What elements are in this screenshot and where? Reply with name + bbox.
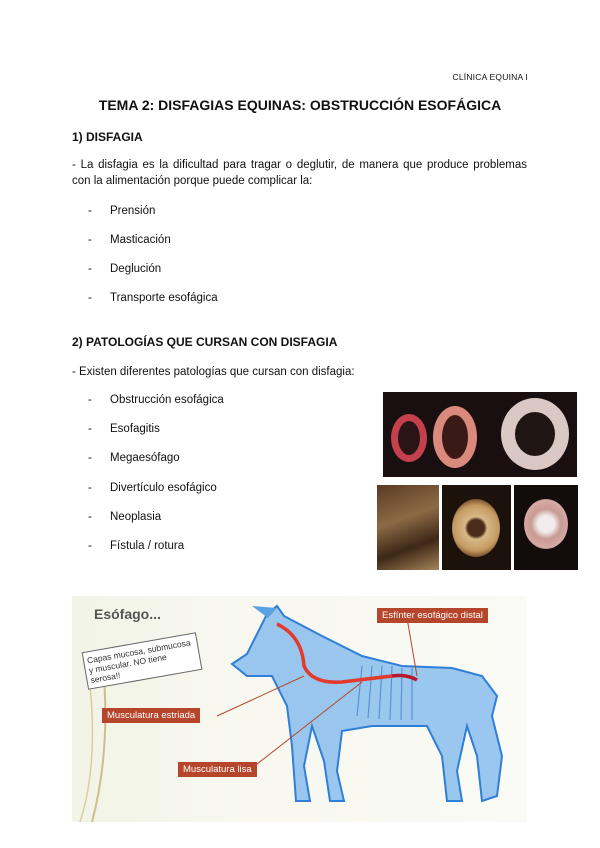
list-item: - Transporte esofágica xyxy=(88,292,218,304)
label-smooth-muscle: Musculatura lisa xyxy=(178,762,257,777)
course-header: CLÍNICA EQUINA I xyxy=(452,72,528,82)
diagram-title: Esófago... xyxy=(94,606,161,622)
label-distal-sphincter: Esfínter esofágico distal xyxy=(377,608,488,623)
list-item: - Fístula / rotura xyxy=(88,540,185,552)
esophagus-dissection-photo xyxy=(377,485,439,570)
label-striated-muscle: Musculatura estriada xyxy=(102,708,200,723)
section2-heading: 2) PATOLOGÍAS QUE CURSAN CON DISFAGIA xyxy=(72,335,338,349)
list-item: - Obstrucción esofágica xyxy=(88,394,224,406)
list-item: - Neoplasia xyxy=(88,511,162,523)
esophagus-lumen-photo xyxy=(514,485,578,570)
list-item: - Prensión xyxy=(88,205,156,217)
diagram-note: Capas mucosa, submucosa y muscular. NO tiene serosa!! xyxy=(82,632,203,690)
list-item: - Masticación xyxy=(88,234,171,246)
list-item: - Divertículo esofágico xyxy=(88,482,217,494)
page-title: TEMA 2: DISFAGIAS EQUINAS: OBSTRUCCIÓN ESOFÁGICA xyxy=(98,97,502,113)
list-item: - Esofagitis xyxy=(88,423,160,435)
section1-heading: 1) DISFAGIA xyxy=(72,130,143,144)
list-item: - Megaesófago xyxy=(88,452,180,464)
list-item: - Deglución xyxy=(88,263,162,275)
section1-intro: - La disfagia es la dificultad para tragar o deglutir, de manera que produce problemas con la alimentación porque puede complicar la: xyxy=(72,159,527,187)
horse-esophagus-diagram xyxy=(72,596,527,822)
esophagus-cross-section-photo xyxy=(383,392,577,477)
section2-intro: - Existen diferentes patologías que cursan con disfagia: xyxy=(72,366,355,378)
esophagus-obstruction-photo xyxy=(442,485,511,570)
